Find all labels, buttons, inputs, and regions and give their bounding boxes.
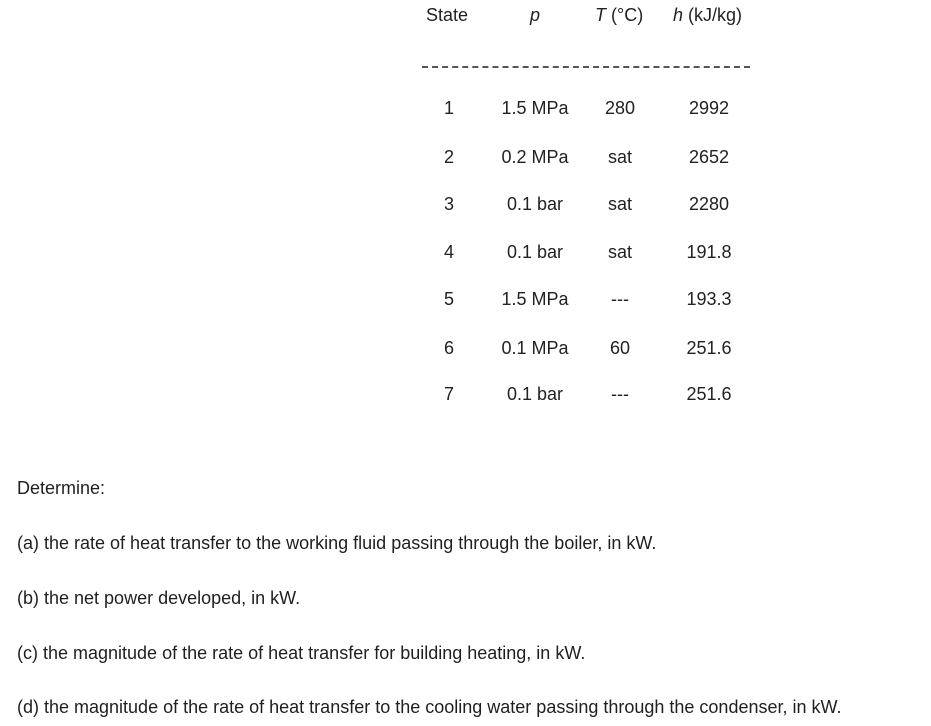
header-enthalpy xyxy=(673,4,742,26)
temperature-cell: 60 xyxy=(609,338,631,358)
header-temperature-symbol: T xyxy=(595,5,606,25)
determine-heading: Determine: xyxy=(17,478,106,498)
pressure-cell: 0.1 MPa xyxy=(501,338,569,358)
temperature-cell: 280 xyxy=(604,98,636,118)
state-cell: 7 xyxy=(443,384,454,404)
pressure-cell: 0.1 bar xyxy=(506,242,564,262)
pressure-cell: 0.1 bar xyxy=(506,194,564,214)
question-c: (c) the magnitude of the rate of heat transfer for building heating, in kW. xyxy=(17,643,586,663)
pressure-cell: 1.5 MPa xyxy=(501,289,569,309)
header-enthalpy-unit: (kJ/kg) xyxy=(688,5,743,25)
header-pressure: p xyxy=(530,5,541,25)
enthalpy-cell: 251.6 xyxy=(686,338,732,358)
header-temperature xyxy=(595,4,643,26)
enthalpy-cell: 2280 xyxy=(688,194,730,214)
question-a: (a) the rate of heat transfer to the working fluid passing through the boiler, in kW. xyxy=(17,533,657,553)
temperature-cell: --- xyxy=(611,384,629,404)
state-cell: 4 xyxy=(443,242,454,262)
state-cell: 6 xyxy=(443,338,454,358)
temperature-cell: sat xyxy=(607,147,632,167)
enthalpy-cell: 251.6 xyxy=(686,384,732,404)
enthalpy-cell: 193.3 xyxy=(686,289,732,309)
state-cell: 2 xyxy=(443,147,454,167)
state-cell: 1 xyxy=(443,98,454,118)
pressure-cell: 0.1 bar xyxy=(506,384,564,404)
enthalpy-cell: 191.8 xyxy=(686,242,732,262)
header-divider xyxy=(422,66,750,68)
header-temperature-unit: (°C) xyxy=(611,5,644,25)
temperature-cell: --- xyxy=(611,289,629,309)
temperature-cell: sat xyxy=(607,242,632,262)
enthalpy-cell: 2652 xyxy=(688,147,730,167)
header-state: State xyxy=(426,5,469,25)
question-b: (b) the net power developed, in kW. xyxy=(17,588,301,608)
header-enthalpy-symbol: h xyxy=(673,5,684,25)
state-cell: 3 xyxy=(443,194,454,214)
enthalpy-cell: 2992 xyxy=(688,98,730,118)
pressure-cell: 0.2 MPa xyxy=(501,147,569,167)
temperature-cell: sat xyxy=(607,194,632,214)
pressure-cell: 1.5 MPa xyxy=(501,98,569,118)
question-d: (d) the magnitude of the rate of heat transfer to the cooling water passing through the condenser, in kW. xyxy=(17,697,842,717)
state-cell: 5 xyxy=(443,289,454,309)
